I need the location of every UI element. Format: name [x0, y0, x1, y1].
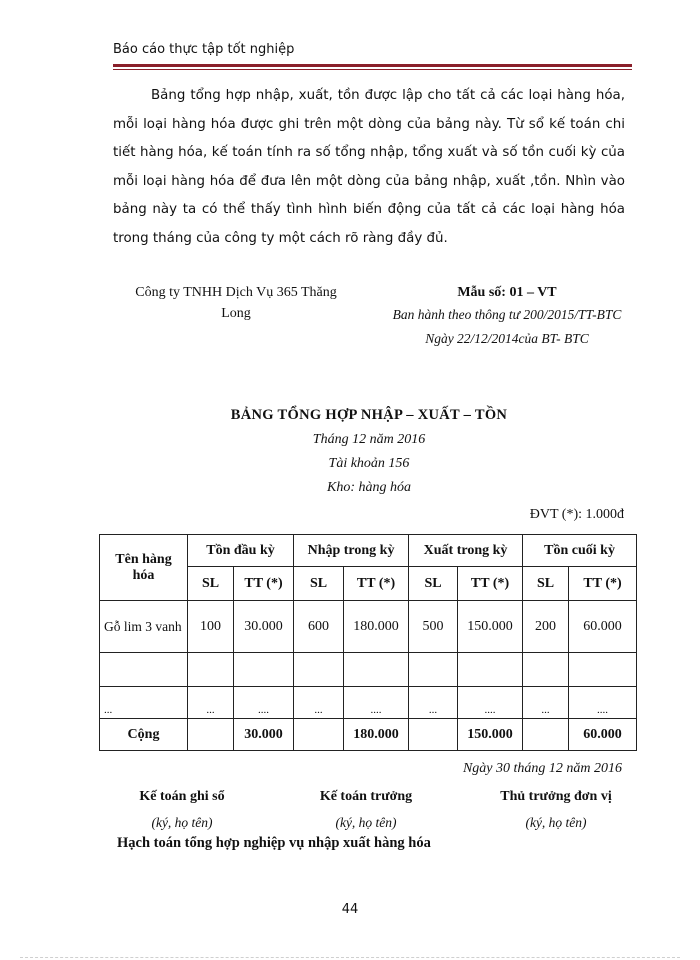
table-cell: [523, 653, 569, 687]
subheader-amount: TT (*): [234, 567, 294, 601]
intro-paragraph: Bảng tổng hợp nhập, xuất, tồn được lập cho tất cả các loại hàng hóa, mỗi loại hàng hóa được ghi trên một dòng của bảng này. Từ sổ kế toán chi tiết hàng hóa, kế toán tính ra số tổng nhập, tổng xuất và số tồn cuối kỳ của mỗi loại hàng hóa để đưa lên một dòng của bảng nhập, xuất ,tồn. Nhìn vào bảng này ta có thể thấy tình hình biến động của tất cả các loại hàng hóa trong tháng của công ty một cách rõ ràng đầy đủ.: [113, 88, 625, 246]
subheader-amount: TT (*): [458, 567, 523, 601]
table-cell: ....: [458, 687, 523, 719]
running-header-title: Báo cáo thực tập tốt nghiệp: [113, 42, 295, 57]
subheader-amount: TT (*): [344, 567, 409, 601]
signature-note: (ký, họ tên): [335, 815, 397, 830]
item-name-header: Tên hàng hóa: [100, 535, 188, 601]
table-row-blank: [100, 653, 637, 687]
signature-title: Kế toán trưởng: [319, 789, 413, 804]
subheader-amount: TT (*): [569, 567, 637, 601]
header-rule-thick: [113, 64, 632, 67]
header-rule-thin: [113, 69, 632, 70]
total-cell: [188, 719, 234, 751]
form-issued-by: Ban hành theo thông tư 200/2015/TT-BTC: [392, 307, 622, 322]
table-cell: [234, 653, 294, 687]
table-cell: [100, 653, 188, 687]
total-label: Cộng: [100, 719, 188, 751]
table-cell: [188, 653, 234, 687]
page-bottom-rule: [20, 957, 680, 958]
total-cell: 60.000: [569, 719, 637, 751]
table-cell: 150.000: [458, 601, 523, 653]
table-cell: ....: [234, 687, 294, 719]
page-number: 44: [341, 902, 359, 917]
table-cell: ...: [294, 687, 344, 719]
section-heading: Hạch toán tổng hợp nghiệp vụ nhập xuất hàng hóa: [117, 835, 431, 851]
form-info: [362, 282, 652, 351]
table-header-row: [100, 535, 637, 567]
group-header-issues: Xuất trong kỳ: [409, 535, 523, 567]
total-cell: [294, 719, 344, 751]
signature-director: [471, 787, 641, 833]
table-cell: ...: [409, 687, 458, 719]
subheader-qty: SL: [409, 567, 458, 601]
unit-of-measure: ĐVT (*): 1.000đ: [529, 507, 624, 522]
report-title-block: [113, 402, 625, 500]
group-header-closing: Tồn cuối kỳ: [523, 535, 637, 567]
company-name-line-1: Công ty TNHH Dịch Vụ 365 Thăng: [135, 285, 337, 300]
signature-title: Kế toán ghi sổ: [139, 789, 225, 804]
table-cell: ...: [100, 687, 188, 719]
table-cell: ....: [344, 687, 409, 719]
inventory-summary-table: [99, 534, 637, 751]
signature-note: (ký, họ tên): [151, 815, 213, 830]
item-name-cell: Gỗ lim 3 vanh: [100, 601, 188, 653]
table-cell: [344, 653, 409, 687]
form-issued-date: Ngày 22/12/2014của BT- BTC: [425, 331, 589, 346]
total-cell: 180.000: [344, 719, 409, 751]
table-cell: 500: [409, 601, 458, 653]
table-cell: [294, 653, 344, 687]
signature-title: Thủ trưởng đơn vị: [500, 789, 612, 804]
report-account: Tài khoản 156: [328, 456, 410, 471]
report-month: Tháng 12 năm 2016: [312, 432, 426, 447]
form-code: Mẫu số: 01 – VT: [457, 285, 557, 300]
table-cell: 60.000: [569, 601, 637, 653]
total-cell: [523, 719, 569, 751]
table-row-ellipsis: [100, 687, 637, 719]
table-cell: ...: [188, 687, 234, 719]
table-cell: 600: [294, 601, 344, 653]
group-header-opening: Tồn đầu kỳ: [188, 535, 294, 567]
total-cell: [409, 719, 458, 751]
signature-bookkeeper: [97, 787, 267, 833]
report-warehouse: Kho: hàng hóa: [327, 480, 411, 495]
subheader-qty: SL: [188, 567, 234, 601]
table-cell: ....: [569, 687, 637, 719]
table-cell: 180.000: [344, 601, 409, 653]
signature-note: (ký, họ tên): [525, 815, 587, 830]
table-total-row: [100, 719, 637, 751]
table-cell: 30.000: [234, 601, 294, 653]
total-cell: 30.000: [234, 719, 294, 751]
company-name-line-2: Long: [221, 306, 251, 321]
report-title: BẢNG TỔNG HỢP NHẬP – XUẤT – TỒN: [230, 407, 508, 423]
company-name: [123, 282, 349, 324]
subheader-qty: SL: [294, 567, 344, 601]
table-row: [100, 601, 637, 653]
subheader-qty: SL: [523, 567, 569, 601]
signature-chief-accountant: [281, 787, 451, 833]
table-cell: [458, 653, 523, 687]
table-cell: [409, 653, 458, 687]
signature-date: Ngày 30 tháng 12 năm 2016: [462, 761, 622, 776]
total-cell: 150.000: [458, 719, 523, 751]
group-header-receipts: Nhập trong kỳ: [294, 535, 409, 567]
table-cell: [569, 653, 637, 687]
table-cell: ...: [523, 687, 569, 719]
table-cell: 100: [188, 601, 234, 653]
table-cell: 200: [523, 601, 569, 653]
